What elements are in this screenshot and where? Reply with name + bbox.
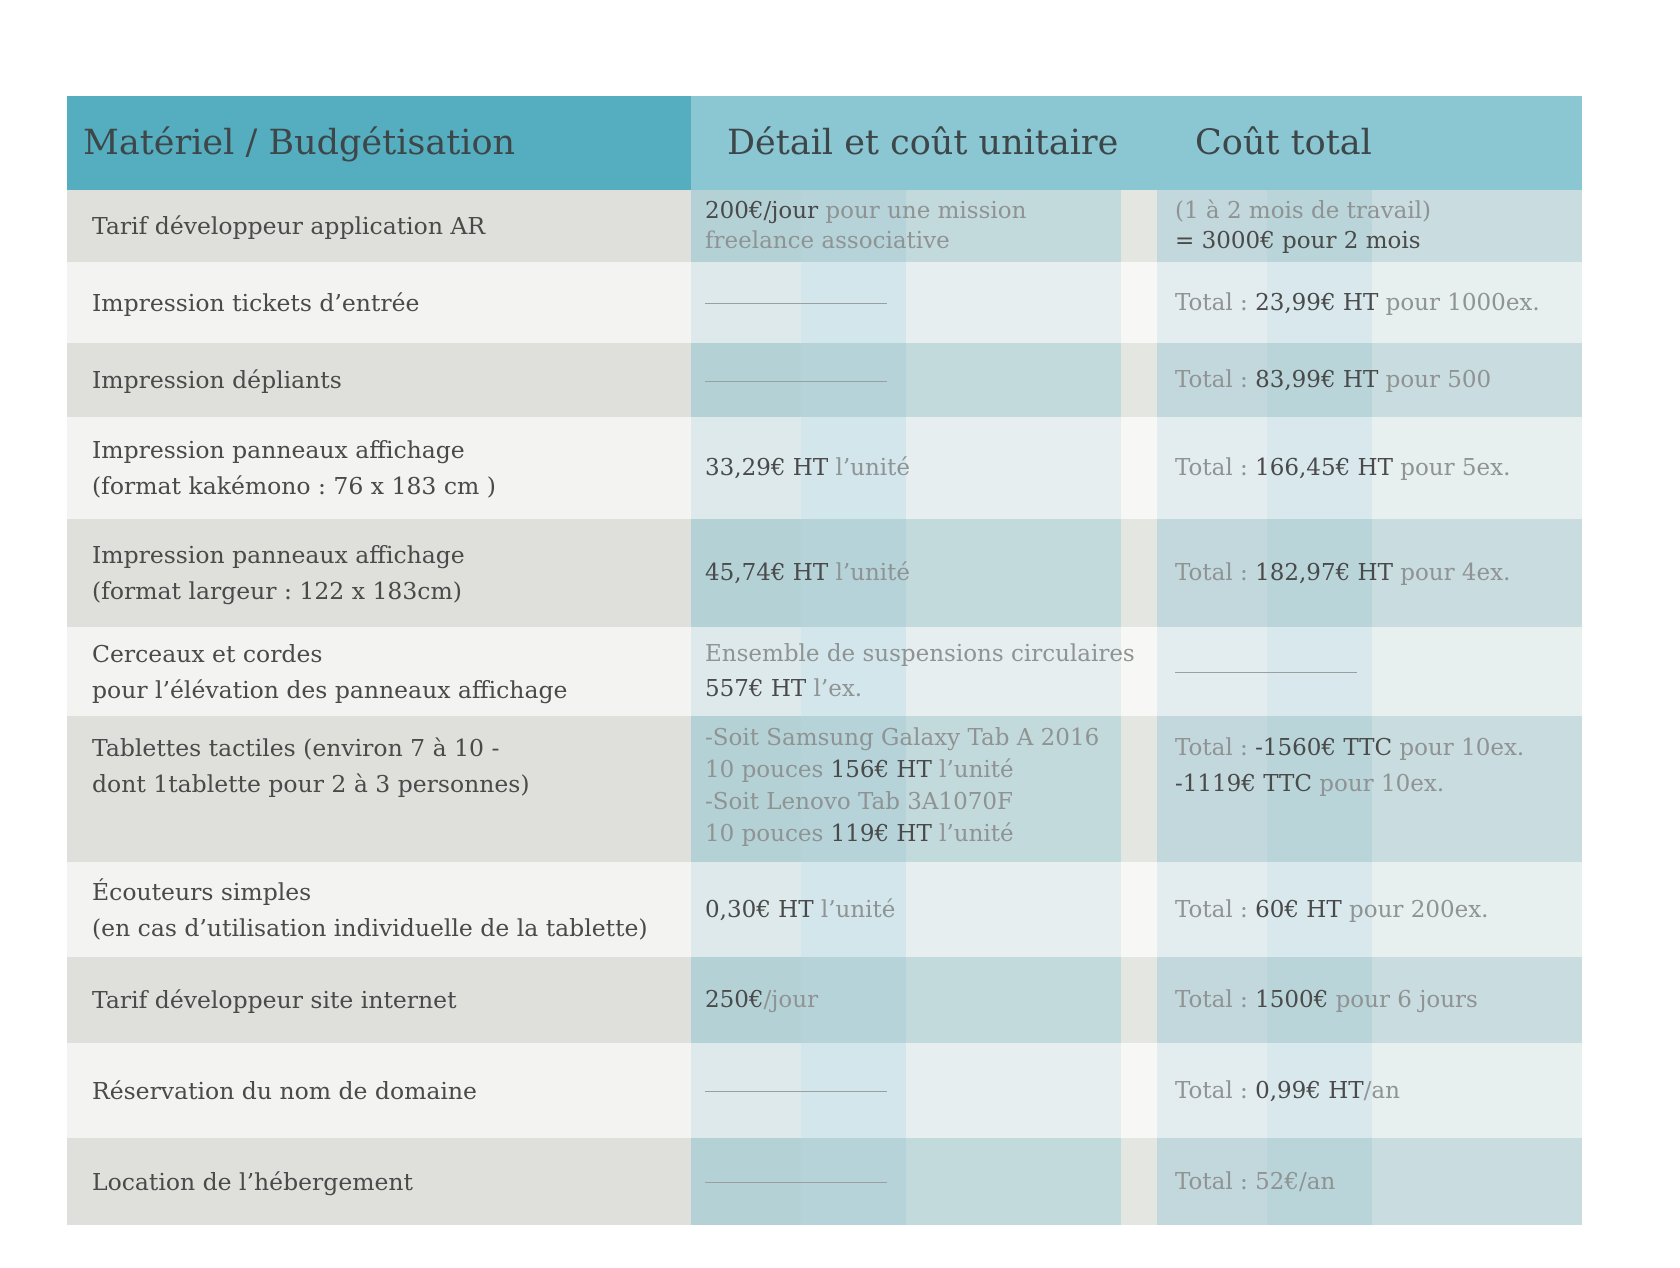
label-line: Tarif développeur application AR [92, 212, 486, 240]
table-row [67, 519, 1582, 627]
detail-cell [691, 957, 1157, 1043]
total-line [1175, 894, 1582, 926]
detail-cell [691, 1138, 1157, 1225]
label-line: Écouteurs simples [92, 877, 312, 906]
header-cout-total: Coût total [1157, 96, 1582, 190]
total-line [1175, 1166, 1582, 1198]
detail-text: pour une mission [818, 198, 1027, 224]
item-label [67, 262, 691, 343]
total-text: Total : [1175, 1077, 1256, 1104]
detail-cell [691, 190, 1157, 262]
total-value: = 3000€ pour 2 mois [1175, 228, 1421, 254]
total-text: Total : 52€/an [1175, 1168, 1336, 1195]
detail-value: 119€ HT [830, 821, 932, 847]
detail-text: l’unité [828, 455, 911, 481]
total-value: -1119€ TTC [1175, 771, 1312, 797]
total-value: 60€ HT [1255, 896, 1342, 923]
total-value: 0,99€ HT [1255, 1077, 1364, 1104]
label-line: (format kakémono : 76 x 183 cm ) [92, 472, 496, 500]
empty-dash [705, 381, 887, 382]
detail-cell [691, 716, 1157, 862]
detail-line [705, 672, 1157, 707]
detail-value: 45,74€ HT [705, 560, 829, 586]
detail-value: 250€ [705, 987, 764, 1013]
label-line: Impression panneaux affichage [92, 541, 465, 569]
label-line: Tarif développeur site internet [92, 986, 457, 1014]
detail-text: /jour [763, 987, 819, 1013]
item-label [67, 519, 691, 627]
detail-text: 10 pouces [705, 821, 831, 847]
total-text: Total : [1175, 560, 1256, 586]
total-cell [1157, 627, 1582, 716]
item-label [67, 716, 691, 862]
detail-line [705, 786, 1157, 818]
total-text: (1 à 2 mois de travail) [1175, 198, 1431, 224]
total-line [1175, 364, 1582, 396]
total-cell [1157, 862, 1582, 957]
total-text: Total : [1175, 367, 1256, 393]
detail-text: l’ex. [806, 675, 863, 702]
total-text: pour 500 [1378, 367, 1492, 393]
label-line: Impression dépliants [92, 366, 342, 394]
label-line: dont 1tablette pour 2 à 3 personnes) [92, 770, 530, 798]
item-label [67, 627, 691, 716]
total-text: pour 5ex. [1392, 455, 1511, 481]
total-cell [1157, 343, 1582, 417]
table-row [67, 417, 1582, 519]
table-row [67, 716, 1582, 862]
detail-line [705, 722, 1157, 754]
table-row [67, 1043, 1582, 1138]
budget-table [67, 96, 1582, 1225]
detail-text: l’unité [813, 896, 896, 923]
header-materiel: Matériel / Budgétisation [67, 96, 691, 190]
detail-cell [691, 627, 1157, 716]
label-line: Réservation du nom de domaine [92, 1076, 477, 1105]
detail-cell [691, 519, 1157, 627]
item-label [67, 343, 691, 417]
detail-line [705, 557, 1157, 589]
total-text: /an [1363, 1077, 1400, 1104]
label-line: (format largeur : 122 x 183cm) [92, 577, 462, 605]
detail-text: l’unité [931, 757, 1014, 783]
detail-text: 10 pouces [705, 757, 831, 783]
total-text: pour 4ex. [1392, 560, 1511, 586]
total-text: Total : [1175, 455, 1256, 481]
total-line [1175, 196, 1582, 226]
empty-dash [705, 1182, 887, 1183]
detail-value: 0,30€ HT [705, 896, 814, 923]
total-text: Total : [1175, 896, 1256, 923]
label-line: Impression tickets d’entrée [92, 288, 420, 317]
total-value: 182,97€ HT [1255, 560, 1393, 586]
empty-dash [705, 1091, 887, 1092]
detail-cell [691, 343, 1157, 417]
detail-cell [691, 262, 1157, 343]
total-value: 83,99€ HT [1255, 367, 1379, 393]
item-label [67, 957, 691, 1043]
total-text: Total : [1175, 735, 1256, 761]
detail-value: 33,29€ HT [705, 455, 829, 481]
label-line: Cerceaux et cordes [92, 639, 323, 668]
total-text: pour 6 jours [1328, 987, 1478, 1013]
total-cell [1157, 716, 1582, 862]
detail-line [705, 984, 1157, 1016]
table-row [67, 1138, 1582, 1225]
label-line: Location de l’hébergement [92, 1167, 413, 1196]
total-value: -1560€ TTC [1255, 735, 1393, 761]
detail-text: -Soit Samsung Galaxy Tab A 2016 [705, 725, 1100, 751]
total-text: Total : [1175, 289, 1256, 316]
table-row [67, 957, 1582, 1043]
detail-cell [691, 1043, 1157, 1138]
empty-dash [1175, 672, 1357, 673]
detail-text: Ensemble de suspensions circulaires [705, 640, 1135, 667]
detail-value: 156€ HT [830, 757, 932, 783]
total-cell [1157, 417, 1582, 519]
header-row [67, 96, 1582, 190]
item-label [67, 190, 691, 262]
total-line [1175, 984, 1582, 1016]
table-row [67, 343, 1582, 417]
total-text: Total : [1175, 987, 1256, 1013]
detail-line [705, 818, 1157, 850]
total-cell [1157, 519, 1582, 627]
total-line [1175, 730, 1582, 766]
detail-value: 200€/jour [705, 198, 819, 224]
detail-text: l’unité [931, 821, 1014, 847]
total-value: 1500€ [1255, 987, 1329, 1013]
empty-dash [705, 303, 887, 304]
item-label [67, 1138, 691, 1225]
detail-value: 557€ HT [705, 675, 807, 702]
total-cell [1157, 1138, 1582, 1225]
total-text: pour 1000ex. [1378, 289, 1540, 316]
total-line [1175, 287, 1582, 319]
label-line: (en cas d’utilisation individuelle de la tablette) [92, 913, 648, 942]
label-line: Impression panneaux affichage [92, 436, 465, 464]
detail-cell [691, 862, 1157, 957]
total-line [1175, 766, 1582, 802]
header-detail: Détail et coût unitaire [691, 96, 1157, 190]
table-row [67, 627, 1582, 716]
item-label [67, 1043, 691, 1138]
detail-cell [691, 417, 1157, 519]
total-line [1175, 557, 1582, 589]
label-line: pour l’élévation des panneaux affichage [92, 675, 568, 704]
detail-line [705, 452, 1157, 484]
detail-line [705, 637, 1157, 672]
total-text: pour 10ex. [1392, 735, 1525, 761]
table-row [67, 262, 1582, 343]
label-line: Tablettes tactiles (environ 7 à 10 - [92, 734, 500, 762]
total-line [1175, 226, 1582, 256]
detail-line [705, 226, 1157, 256]
total-cell [1157, 262, 1582, 343]
table-row [67, 190, 1582, 262]
total-text: pour 10ex. [1311, 771, 1445, 797]
detail-line [705, 894, 1157, 926]
detail-line [705, 196, 1157, 226]
total-value: 166,45€ HT [1255, 455, 1393, 481]
table-row [67, 862, 1582, 957]
total-cell [1157, 190, 1582, 262]
total-value: 23,99€ HT [1255, 289, 1379, 316]
item-label [67, 417, 691, 519]
total-text: pour 200ex. [1341, 896, 1489, 923]
detail-line [705, 754, 1157, 786]
total-line [1175, 1075, 1582, 1107]
detail-text: -Soit Lenovo Tab 3A1070F [705, 789, 1014, 815]
total-cell [1157, 957, 1582, 1043]
total-cell [1157, 1043, 1582, 1138]
detail-text: l’unité [828, 560, 911, 586]
item-label [67, 862, 691, 957]
total-line [1175, 452, 1582, 484]
detail-text: freelance associative [705, 228, 950, 254]
